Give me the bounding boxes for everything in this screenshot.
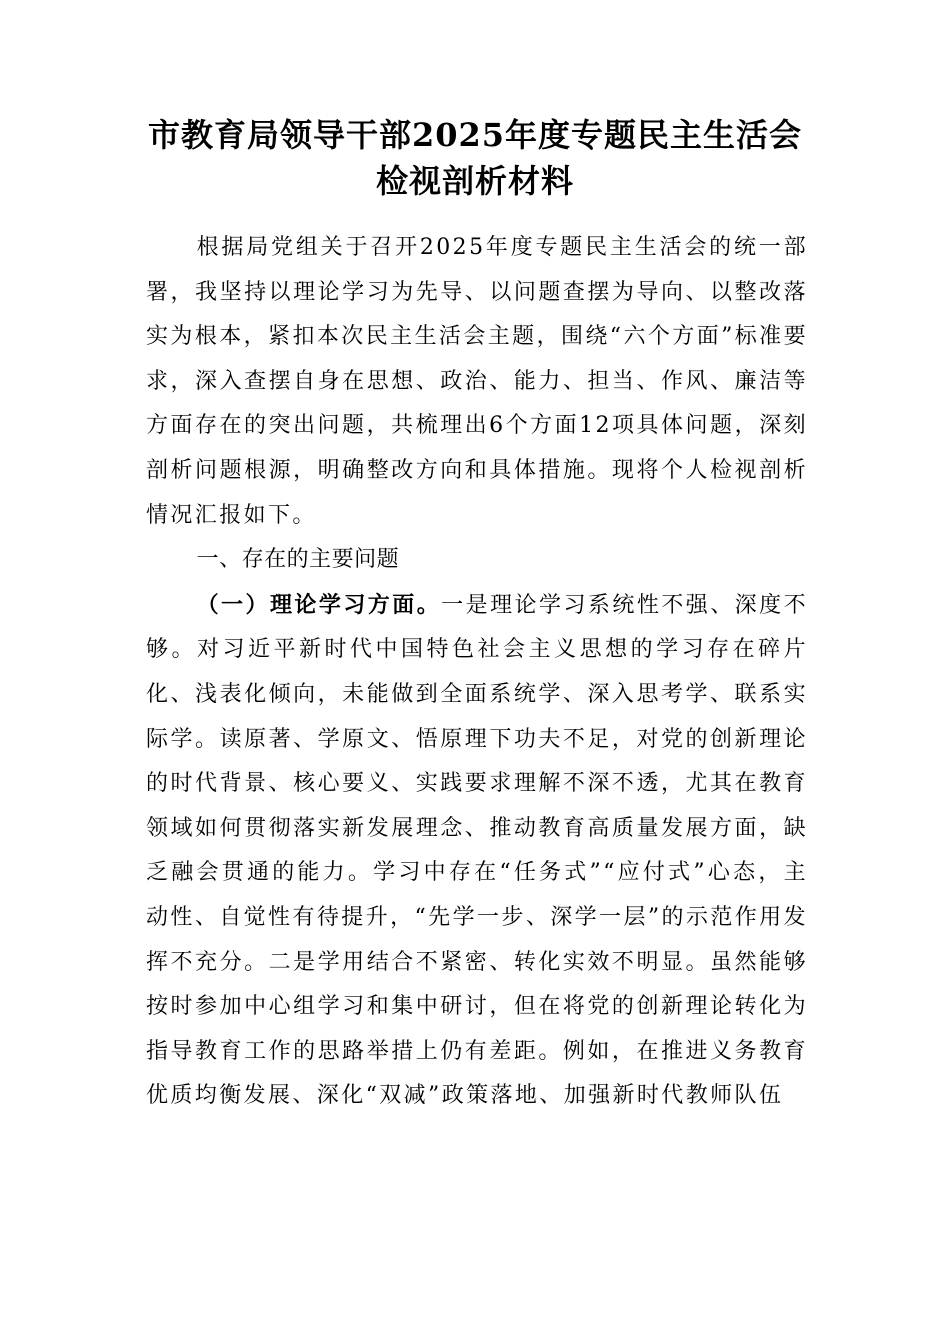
document-body	[146, 226, 808, 1119]
intro-paragraph: 根据局党组关于召开2025年度专题民主生活会的统一部署，我坚持以理论学习为先导、以问题查摆为导向、以整改落实为根本，紧扣本次民主生活会主题，围绕“六个方面”标准要求，深入查摆自身在思想、政治、能力、担当、作风、廉洁等方面存在的突出问题，共梳理出6个方面12项具体问题，深刻剖析问题根源，明确整改方向和具体措施。现将个人检视剖析情况汇报如下。	[146, 235, 808, 528]
subsection-theory-study	[146, 583, 808, 1119]
subsection-text: 一是理论学习系统性不强、深度不够。对习近平新时代中国特色社会主义思想的学习存在碎片化、浅表化倾向，未能做到全面系统学、深入思考学、联系实际学。读原著、学原文、悟原理下功夫不足，对党的创新理论的时代背景、核心要义、实践要求理解不深不透，尤其在教育领域如何贯彻落实新发展理念、推动教育高质量发展方面，缺乏融会贯通的能力。学习中存在“任务式”“应付式”心态，主动性、自觉性有待提升，“先学一步、深学一层”的示范作用发挥不充分。二是学用结合不紧密、转化实效不明显。虽然能够按时参加中心组学习和集中研讨，但在将党的创新理论转化为指导教育工作的思路举措上仍有差距。例如，在推进义务教育优质均衡发展、深化“双减”政策落地、加强新时代教师队伍	[146, 592, 808, 1109]
document-title: 市教育局领导干部2025年度专题民主生活会检视剖析材料	[147, 116, 803, 200]
subsection-label: （一）理论学习方面。	[196, 591, 442, 618]
section-heading-main-problems: 一、存在的主要问题	[196, 547, 400, 573]
